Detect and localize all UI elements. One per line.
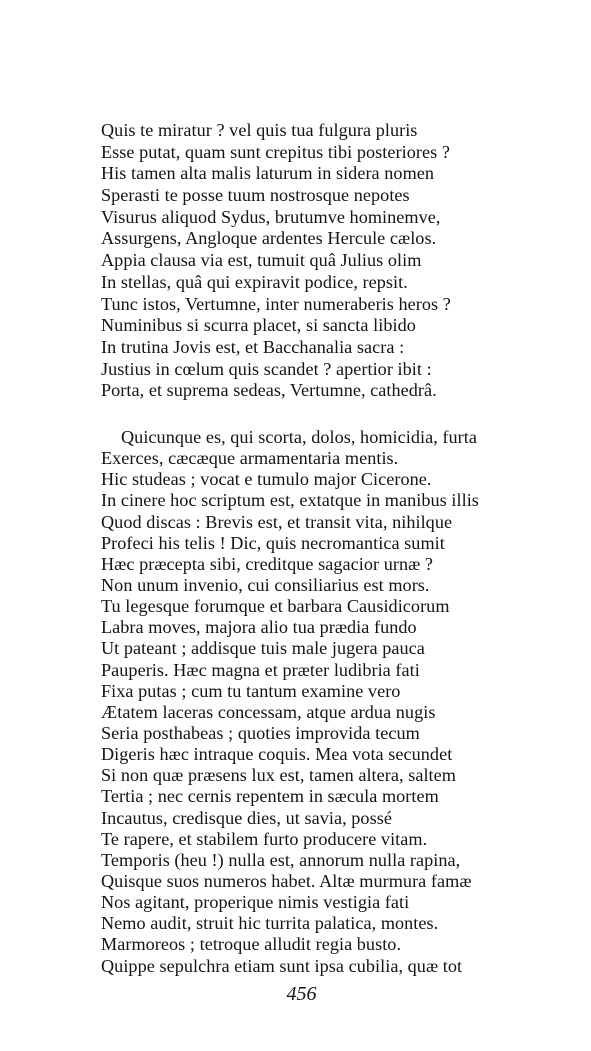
verse-line: Justius in cœlum quis scandet ? apertior ibit :: [101, 358, 432, 379]
verse-line: Temporis (heu !) nulla est, annorum nulla rapina,: [101, 849, 461, 870]
verse-line: Non unum invenio, cui consiliarius est mors.: [101, 574, 430, 595]
verse-line: Quippe sepulchra etiam sunt ipsa cubilia, quæ tot: [101, 955, 463, 976]
verse-line: Te rapere, et stabilem furto producere vitam.: [101, 828, 428, 849]
verse-line: Quod discas : Brevis est, et transit vita, nihilque: [101, 511, 453, 532]
verse-line: Hic studeas ; vocat e tumulo major Cicerone.: [101, 469, 432, 490]
verse-line: Digeris hæc intraque coquis. Mea vota secundet: [101, 744, 453, 765]
verse-line: In trutina Jovis est, et Bacchanalia sacra :: [101, 336, 405, 357]
verse-line: Sperasti te posse tuum nostrosque nepotes: [101, 185, 410, 206]
verse-line: Tunc istos, Vertumne, inter numeraberis heros ?: [101, 293, 451, 314]
verse-line: Tertia ; nec cernis repentem in sæcula mortem: [101, 786, 439, 807]
verse-line: Marmoreos ; tetroque alludit regia busto.: [101, 934, 402, 955]
verse-line: Exerces, cæcæque armamentaria mentis.: [101, 448, 399, 469]
verse-line: In cinere hoc scriptum est, extatque in manibus illis: [101, 490, 479, 511]
stanza-2: [101, 427, 479, 977]
verse-line: Quicunque es, qui scorta, dolos, homicidia, furta: [121, 427, 478, 447]
verse-line: Quis te miratur ? vel quis tua fulgura pluris: [101, 120, 418, 140]
verse-line: Fixa putas ; cum tu tantum examine vero: [101, 680, 401, 701]
verse-line: His tamen alta malis laturum in sidera nomen: [101, 163, 435, 184]
verse-line: Tu legesque forumque et barbara Causidicorum: [101, 596, 450, 617]
verse-line: In stellas, quâ qui expiravit podice, repsit.: [101, 271, 408, 292]
verse-line: Nos agitant, properique nimis vestigia fati: [101, 892, 410, 913]
verse-line: Ætatem laceras concessam, atque ardua nugis: [101, 701, 436, 722]
stanza-1: [101, 120, 451, 402]
verse-line: Nemo audit, struit hic turrita palatica, montes.: [101, 913, 439, 934]
verse-line: Numinibus si scurra placet, si sancta libido: [101, 315, 416, 336]
verse-line: Esse putat, quam sunt crepitus tibi posteriores ?: [101, 141, 450, 162]
verse-line: Profeci his telis ! Dic, quis necromantica sumit: [101, 532, 445, 553]
verse-line: Labra moves, majora alio tua prædia fundo: [101, 617, 417, 638]
verse-line: Visurus aliquod Sydus, brutumve hominemve,: [101, 206, 441, 227]
verse-line: Porta, et suprema sedeas, Vertumne, cathedrâ.: [101, 380, 437, 401]
verse-line: Quisque suos numeros habet. Altæ murmura famæ: [101, 870, 472, 891]
verse-line: Si non quæ præsens lux est, tamen altera, saltem: [101, 765, 456, 786]
verse-line: Pauperis. Hæc magna et præter ludibria fati: [101, 659, 420, 680]
verse-line: Incautus, credisque dies, ut savia, possé: [101, 807, 392, 828]
verse-line: Appia clausa via est, tumuit quâ Julius olim: [101, 250, 422, 271]
verse-line: Hæc præcepta sibi, creditque sagacior urnæ ?: [101, 553, 433, 574]
verse-line: Assurgens, Angloque ardentes Hercule cælos.: [101, 228, 437, 249]
verse-line: Seria posthabeas ; quoties improvida tecum: [101, 722, 420, 743]
verse-line: Ut pateant ; addisque tuis male jugera pauca: [101, 638, 425, 659]
page-number: 456: [286, 983, 317, 1005]
